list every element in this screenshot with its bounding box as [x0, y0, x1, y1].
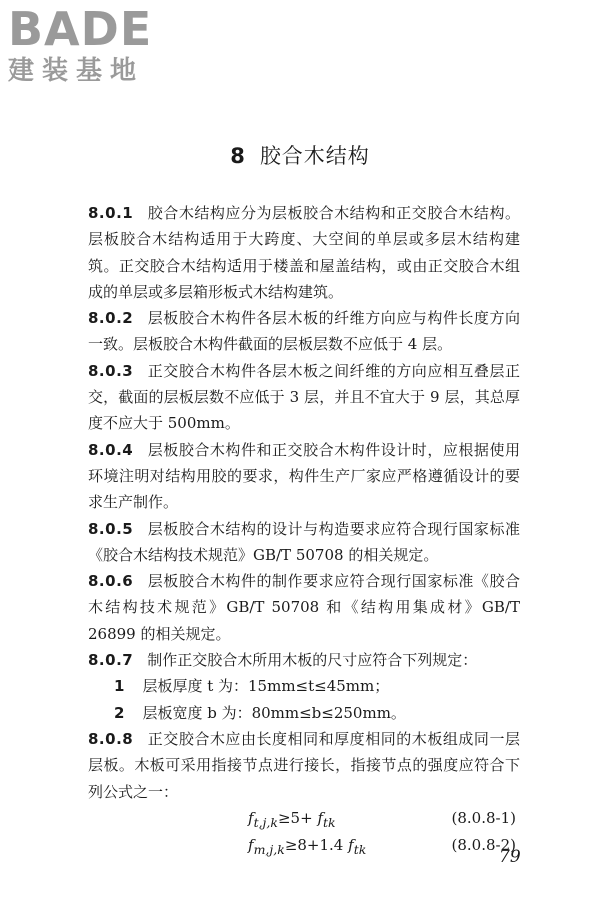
formula-rest: ≥8+1.4	[284, 835, 349, 854]
item-number: 2	[114, 703, 125, 722]
brand-logo	[8, 4, 188, 86]
item-text: 层板宽度 b 为：80mm≤b≤250mm。	[142, 703, 406, 722]
clause-number: 8.0.3	[88, 361, 134, 380]
formula-symbol: f	[248, 835, 254, 854]
clause-number: 8.0.2	[88, 309, 134, 328]
formula-symbol: f	[348, 835, 354, 854]
clause-8-0-6	[88, 568, 520, 647]
clause-number: 8.0.7	[88, 651, 134, 670]
clause-8-0-3	[88, 358, 520, 437]
formula-subscript: tk	[353, 841, 367, 857]
formula-8-0-8-1	[88, 805, 520, 832]
clause-text: 胶合木结构应分为层板胶合木结构和正交胶合木结构。层板胶合木结构适用于大跨度、大空间的单层或多层木结构建筑。正交胶合木结构适用于楼盖和屋盖结构，或由正交胶合木组成的单层或多层箱形板式木结构建筑。	[88, 204, 520, 301]
logo-brand-text: BADE	[8, 2, 153, 56]
clause-number: 8.0.6	[88, 572, 134, 591]
clause-8-0-2	[88, 305, 520, 358]
formula-8-0-8-2	[88, 832, 520, 859]
chapter-name: 胶合木结构	[259, 144, 370, 168]
clause-8-0-7	[88, 647, 520, 673]
formula-symbol: f	[248, 808, 254, 827]
clause-text: 层板胶合木结构的设计与构造要求应符合现行国家标准《胶合木结构技术规范》GB/T 50708 的相关规定。	[88, 519, 520, 564]
clause-8-0-1	[88, 200, 520, 305]
clause-text: 正交胶合木应由长度相同和厚度相同的木板组成同一层层板。木板可采用指接节点进行接长，指接节点的强度应符合下列公式之一：	[88, 729, 520, 801]
formula-subscript: tk	[323, 814, 336, 830]
clause-8-0-8	[88, 726, 520, 805]
formula-rest: ≥5+	[277, 808, 318, 827]
clause-number: 8.0.4	[88, 440, 134, 459]
document-body	[88, 200, 520, 859]
formula-subscript: m,j,k	[253, 841, 285, 857]
page-number: 79	[499, 847, 521, 867]
formula-subscript: t,j,k	[253, 814, 278, 830]
clause-number: 8.0.1	[88, 204, 134, 222]
clause-text: 制作正交胶合木所用木板的尺寸应符合下列规定：	[147, 651, 478, 670]
formula-number: (8.0.8-2)	[451, 835, 516, 854]
formula-expression	[248, 832, 366, 863]
clause-text: 层板胶合木构件各层木板的纤维方向应与构件长度方向一致。层板胶合木构件截面的层板层数不应低于 4 层。	[88, 309, 520, 354]
clause-8-0-4	[88, 437, 520, 516]
list-item	[88, 673, 520, 699]
chapter-number: 8	[230, 144, 246, 168]
clause-text: 正交胶合木构件各层木板之间纤维的方向应相互叠层正交，截面的层板层数不应低于 3 层，并且不宜大于 9 层，其总厚度不应大于 500mm。	[88, 361, 520, 433]
chapter-title	[0, 140, 600, 170]
formula-symbol: f	[317, 808, 323, 827]
clause-number: 8.0.8	[88, 729, 134, 748]
clause-text: 层板胶合木构件和正交胶合木构件设计时，应根据使用环境注明对结构用胶的要求，构件生产厂家应严格遵循设计的要求生产制作。	[88, 440, 520, 512]
item-number: 1	[114, 677, 125, 696]
clause-text: 层板胶合木构件的制作要求应符合现行国家标准《胶合木结构技术规范》GB/T 50708 和《结构用集成材》GB/T 26899 的相关规定。	[88, 572, 520, 643]
clause-8-0-5	[88, 516, 520, 569]
logo-subtitle: 建装基地	[8, 56, 145, 86]
list-item	[88, 700, 520, 726]
clause-number: 8.0.5	[88, 519, 134, 538]
formula-number: (8.0.8-1)	[451, 808, 516, 827]
item-text: 层板厚度 t 为：15mm≤t≤45mm；	[142, 677, 390, 696]
